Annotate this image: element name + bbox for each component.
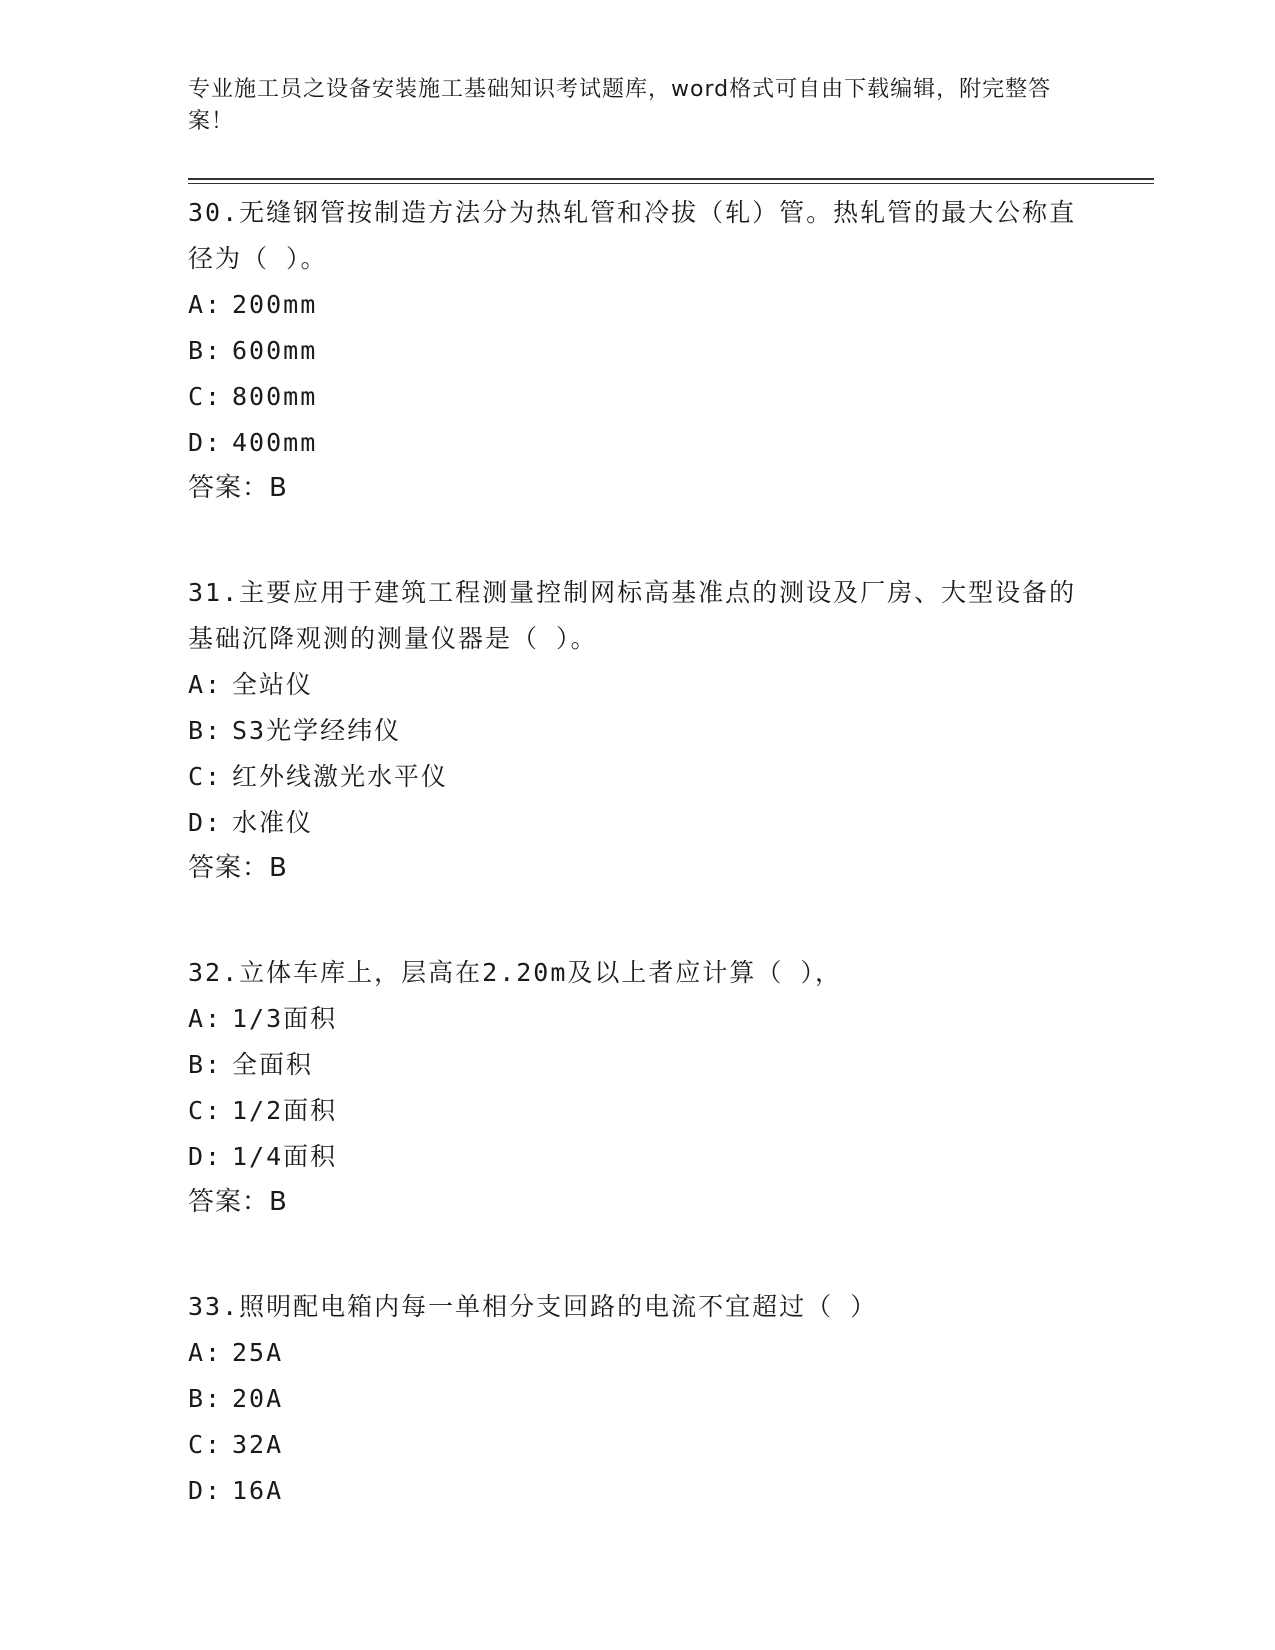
question-32 [188,950,1088,1224]
question-stem: 31.主要应用于建筑工程测量控制网标高基准点的测设及厂房、大型设备的基础沉降观测的测量仪器是（ ）。 [188,578,1077,653]
option-a [188,662,1088,708]
option-letter: B: [188,1050,223,1079]
option-letter: B: [188,716,223,745]
option-letter: A: [188,290,223,319]
option-text: 25A [232,1338,284,1367]
question-spacer [188,890,1088,950]
option-text: 20A [232,1384,284,1413]
option-a [188,996,1088,1042]
answer-line: 答案：B [188,1187,288,1217]
option-b [188,708,1088,754]
option-text: 32A [232,1430,284,1459]
option-letter: C: [188,762,223,791]
header-divider-thick [188,178,1154,180]
option-c [188,754,1088,800]
option-d [188,1134,1088,1180]
option-letter: D: [188,1476,223,1505]
option-letter: C: [188,382,223,411]
question-spacer [188,510,1088,570]
option-text: 800mm [232,382,318,411]
option-letter: D: [188,1142,223,1171]
option-letter: A: [188,1004,223,1033]
question-stem: 32.立体车库上，层高在2.20m及以上者应计算（ ）， [188,958,842,987]
option-b [188,328,1088,374]
option-text: 1/4面积 [232,1142,338,1171]
option-c [188,1422,1088,1468]
option-text: 全站仪 [232,670,314,699]
option-letter: A: [188,670,223,699]
question-30 [188,190,1088,510]
answer-line: 答案：B [188,853,288,883]
option-a [188,282,1088,328]
option-d [188,800,1088,846]
question-31 [188,570,1088,890]
header-divider-thin [188,183,1154,184]
option-letter: D: [188,428,223,457]
option-c [188,374,1088,420]
option-text: 红外线激光水平仪 [232,762,449,791]
option-text: 16A [232,1476,284,1505]
option-text: S3光学经纬仪 [232,716,402,745]
option-b [188,1376,1088,1422]
option-c [188,1088,1088,1134]
option-letter: D: [188,808,223,837]
option-text: 1/3面积 [232,1004,338,1033]
option-letter: B: [188,336,223,365]
question-list [188,190,1088,1514]
option-text: 水准仪 [232,808,314,837]
option-text: 200mm [232,290,318,319]
question-stem: 30.无缝钢管按制造方法分为热轧管和冷拔（轧）管。热轧管的最大公称直径为（ ）。 [188,198,1077,273]
answer-line: 答案：B [188,473,288,503]
question-stem: 33.照明配电箱内每一单相分支回路的电流不宜超过（ ） [188,1292,878,1321]
option-text: 1/2面积 [232,1096,338,1125]
option-b [188,1042,1088,1088]
option-letter: C: [188,1430,223,1459]
option-d [188,420,1088,466]
option-letter: A: [188,1338,223,1367]
question-spacer [188,1224,1088,1284]
document-header: 专业施工员之设备安装施工基础知识考试题库，word格式可自由下载编辑，附完整答案！ [188,77,1052,134]
option-d [188,1468,1088,1514]
option-letter: B: [188,1384,223,1413]
option-text: 全面积 [232,1050,314,1079]
question-33 [188,1284,1088,1514]
option-text: 600mm [232,336,318,365]
option-a [188,1330,1088,1376]
option-text: 400mm [232,428,318,457]
option-letter: C: [188,1096,223,1125]
